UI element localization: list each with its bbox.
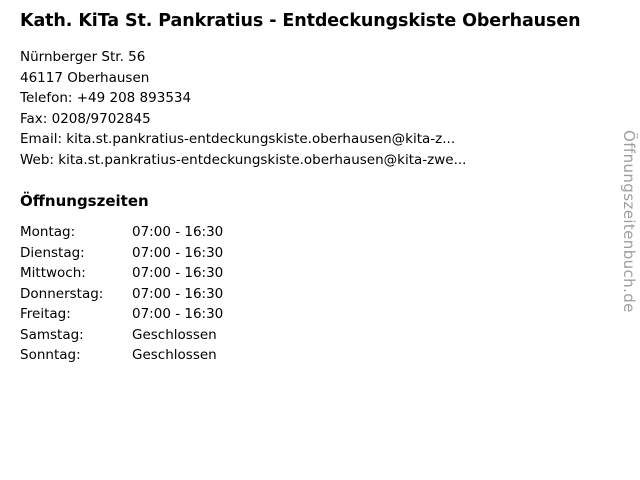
fax-line: Fax: 0208/9702845 xyxy=(20,110,151,127)
phone-line: Telefon: +49 208 893534 xyxy=(20,90,192,107)
day-label: Freitag: xyxy=(20,306,71,323)
time-value: 07:00 - 16:30 xyxy=(132,306,224,323)
time-value: Geschlossen xyxy=(132,347,217,364)
table-row xyxy=(20,243,223,264)
address-city: 46117 Oberhausen xyxy=(20,69,150,86)
web-line: Web: kita.st.pankratius-entdeckungskiste.oberhausen@kita-zwe... xyxy=(20,151,467,168)
day-label: Dienstag: xyxy=(20,244,85,261)
address-street: Nürnberger Str. 56 xyxy=(20,49,146,66)
watermark-label: Öffnungszeitenbuch.de xyxy=(620,130,638,313)
table-row xyxy=(20,263,223,284)
table-row xyxy=(20,222,223,243)
table-row xyxy=(20,304,223,325)
business-info-card xyxy=(20,10,600,366)
day-label: Montag: xyxy=(20,224,76,241)
page-title: Kath. KiTa St. Pankratius - Entdeckungskiste Oberhausen xyxy=(20,11,581,31)
time-value: 07:00 - 16:30 xyxy=(132,244,224,261)
day-label: Sonntag: xyxy=(20,347,81,364)
time-value: Geschlossen xyxy=(132,326,217,343)
day-label: Donnerstag: xyxy=(20,285,104,302)
opening-hours-table xyxy=(20,222,223,366)
table-row xyxy=(20,325,223,346)
opening-hours-heading: Öffnungszeiten xyxy=(20,192,149,211)
day-label: Mittwoch: xyxy=(20,265,86,282)
table-row xyxy=(20,284,223,305)
email-line: Email: kita.st.pankratius-entdeckungskiste.oberhausen@kita-z... xyxy=(20,131,456,148)
time-value: 07:00 - 16:30 xyxy=(132,265,224,282)
table-row xyxy=(20,345,223,366)
day-label: Samstag: xyxy=(20,326,84,343)
time-value: 07:00 - 16:30 xyxy=(132,224,224,241)
time-value: 07:00 - 16:30 xyxy=(132,285,224,302)
